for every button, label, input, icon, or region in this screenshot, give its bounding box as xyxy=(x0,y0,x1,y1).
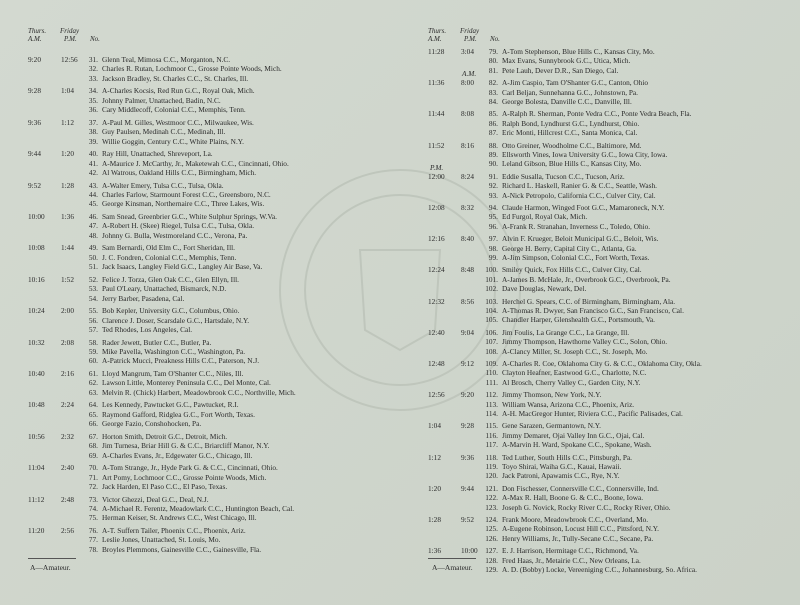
player-entry: A-Walter Emery, Tulsa C.C., Tulsa, Okla. xyxy=(102,180,224,190)
friday-time: 3:04 xyxy=(461,47,474,56)
player-number: 33. xyxy=(88,73,98,83)
player-number: 101. xyxy=(485,274,498,284)
player-entry: Leland Gibson, Blue Hills C., Kansas City, Mo. xyxy=(502,159,642,169)
player-number: 90. xyxy=(488,159,498,169)
player-entry: A-Charles Evans, Jr., Edgewater G.C., Chicago, Ill. xyxy=(102,450,253,460)
player-entry: A-Tom Stephenson, Blue Hills C., Kansas City, Mo. xyxy=(502,47,655,56)
thursday-time: 10:48 xyxy=(28,400,45,410)
player-entry: Gene Sarazen, Germantown, N.Y. xyxy=(502,421,601,431)
friday-time: 1:52 xyxy=(61,274,74,284)
player-entry: Eric Monti, Hillcrest C.C., Santa Monica, Cal. xyxy=(502,128,638,138)
player-entry: Lloyd Mangrum, Tam O'Shanter C.C., Niles, Ill. xyxy=(102,369,244,378)
player-number: 54. xyxy=(88,293,98,303)
thursday-header: Thurs. xyxy=(28,27,47,35)
player-entry: Ray Hill, Unattached, Shreveport, La. xyxy=(102,149,213,159)
thursday-time: 11:36 xyxy=(428,78,445,88)
player-number: 67. xyxy=(88,431,98,441)
player-number: 98. xyxy=(488,243,498,253)
player-entry: A-Jim Caspio, Tam O'Shanter G.C., Canton, Ohio xyxy=(502,78,648,88)
player-number: 50. xyxy=(88,252,98,262)
player-entry: A-Thomas R. Dwyer, San Francisco G.C., San Francisco, Cal. xyxy=(502,305,684,315)
player-entry: Jackson Bradley, St. Charles C.C., St. Charles, Ill. xyxy=(102,73,249,83)
thursday-time: 11:12 xyxy=(28,494,45,504)
player-number: 65. xyxy=(88,409,98,419)
thursday-time: 11:04 xyxy=(28,463,45,473)
player-entry: Jack Patroni, Apawamis C.C., Rye, N.Y. xyxy=(502,471,620,481)
footnote: A—Amateur. xyxy=(432,563,473,572)
player-number: 58. xyxy=(88,337,98,347)
player-entry: George Kinsman, Northernaire C.C., Three Lakes, Wis. xyxy=(102,199,265,209)
player-number: 77. xyxy=(88,535,98,545)
player-entry: Herchel G. Spears, C.C. of Birmingham, Birmingham, Ala. xyxy=(502,296,676,306)
player-entry: A-Paul M. Gilles, Westmoor C.C., Milwaukee, Wis. xyxy=(102,117,254,127)
player-number: 120. xyxy=(485,471,498,481)
player-number: 46. xyxy=(88,212,98,221)
player-entry: Don Fischesser, Connersville C.C., Connersville, Ind. xyxy=(502,483,659,493)
player-number: 49. xyxy=(88,243,98,253)
thursday-time: 10:00 xyxy=(28,212,45,221)
player-entry: Glenn Teal, Mimosa C.C., Morganton, N.C. xyxy=(102,55,231,64)
player-number: 40. xyxy=(88,149,98,159)
thursday-time: 10:16 xyxy=(28,274,45,284)
player-entry: A-Jim Simpson, Colonial C.C., Fort Worth, Texas. xyxy=(502,252,650,262)
friday-time: 2:08 xyxy=(61,337,74,347)
friday-time: 10:00 xyxy=(461,546,478,556)
player-entry: Jim Turnesa, Briar Hill G. & C.C., Briarcliff Manor, N.Y. xyxy=(102,441,270,451)
player-number: 84. xyxy=(488,96,498,106)
thursday-time: 9:36 xyxy=(28,117,41,127)
player-number: 117. xyxy=(485,440,498,450)
player-entry: A. D. (Bobby) Locke, Vereeniging C.C., Johannesburg, So. Africa. xyxy=(502,564,697,574)
player-number: 91. xyxy=(488,171,498,181)
player-number: 127. xyxy=(485,546,498,556)
player-entry: Joseph G. Novick, Rocky River C.C., Rocky River, Ohio. xyxy=(502,502,671,512)
player-number: 73. xyxy=(88,494,98,504)
player-entry: Henry Williams, Jr., Tully-Secane C.C., Secane, Pa. xyxy=(502,533,654,543)
friday-time: 2:48 xyxy=(61,494,74,504)
number-header: No. xyxy=(90,35,100,43)
thursday-time: 11:28 xyxy=(428,47,445,56)
thursday-time: 11:52 xyxy=(428,140,445,150)
player-entry: E. J. Harrison, Hermitage C.C., Richmond, Va. xyxy=(502,546,639,556)
friday-time: 8:00 xyxy=(461,78,474,88)
thursday-time: 12:16 xyxy=(428,234,445,244)
player-number: 116. xyxy=(485,430,498,440)
player-number: 80. xyxy=(488,56,498,66)
player-number: 74. xyxy=(88,503,98,513)
player-number: 45. xyxy=(88,199,98,209)
thursday-time: 10:32 xyxy=(28,337,45,347)
thursday-time: 1:36 xyxy=(428,546,441,556)
player-number: 52. xyxy=(88,274,98,284)
am-header: A.M. xyxy=(428,35,442,43)
thursday-time: 9:44 xyxy=(28,149,41,159)
thursday-time: 9:28 xyxy=(28,86,41,96)
player-entry: Smiley Quick, Fox Hills C.C., Culver City, Cal. xyxy=(502,265,642,275)
player-entry: Johnny G. Bulla, Westmoreland C.C., Verona, Pa. xyxy=(102,230,248,240)
friday-time: 9:28 xyxy=(461,421,474,431)
player-entry: Charles Farlow, Starmount Forest C.C., Greensboro, N.C. xyxy=(102,189,271,199)
thursday-time: 1:28 xyxy=(428,515,441,524)
thursday-time: 12:48 xyxy=(428,359,445,368)
thursday-time: 10:56 xyxy=(28,431,45,441)
player-number: 102. xyxy=(485,284,498,294)
player-number: 111. xyxy=(485,377,498,387)
player-number: 126. xyxy=(485,533,498,543)
friday-time: 8:32 xyxy=(461,203,474,212)
player-number: 56. xyxy=(88,315,98,325)
player-entry: Clayton Heafner, Eastwood G.C., Charlotte, N.C. xyxy=(502,368,647,378)
friday-time: 9:12 xyxy=(461,359,474,368)
player-number: 113. xyxy=(485,399,498,409)
player-entry: A-Patrick Mucci, Preakness Hills C.C., Paterson, N.J. xyxy=(102,356,260,366)
player-entry: Cary Middlecoff, Colonial C.C., Memphis, Tenn. xyxy=(102,105,246,115)
player-entry: A-Nick Petropolo, California C.C., Culver City, Cal. xyxy=(502,190,656,200)
player-entry: Eddie Susalla, Tucson C.C., Tucson, Ariz. xyxy=(502,171,625,181)
friday-time: 8:48 xyxy=(461,265,474,275)
player-entry: Carl Beljan, Sunnehanna G.C., Johnstown, Pa. xyxy=(502,87,638,97)
friday-time: 1:44 xyxy=(61,243,74,253)
friday-time: 8:08 xyxy=(461,109,474,119)
player-number: 63. xyxy=(88,387,98,397)
player-number: 70. xyxy=(88,463,98,473)
player-number: 124. xyxy=(485,515,498,524)
friday-time: 2:56 xyxy=(61,526,74,535)
player-number: 38. xyxy=(88,127,98,137)
player-number: 108. xyxy=(485,346,498,356)
player-entry: A-Clancy Miller, St. Joseph C.C., St. Joseph, Mo. xyxy=(502,346,648,356)
player-number: 85. xyxy=(488,109,498,119)
friday-header: Friday xyxy=(460,27,480,35)
player-number: 82. xyxy=(488,78,498,88)
player-entry: Max Evans, Sunnybrook G.C., Utica, Mich. xyxy=(502,56,631,66)
player-entry: A-James B. McHale, Jr., Overbrook G.C., Overbrook, Pa. xyxy=(502,274,671,284)
player-number: 99. xyxy=(488,252,498,262)
player-entry: Ed Furgol, Royal Oak, Mich. xyxy=(502,212,588,222)
player-entry: Sam Bernardi, Old Elm C., Fort Sheridan, Ill. xyxy=(102,243,235,253)
friday-time: 1:04 xyxy=(61,86,74,96)
player-entry: Claude Harmon, Winged Foot G.C., Mamaroneck, N.Y. xyxy=(502,203,665,212)
player-number: 83. xyxy=(488,87,498,97)
player-entry: Felice J. Torza, Glen Oak C.C., Glen Ellyn, Ill. xyxy=(102,274,239,284)
player-number: 81. xyxy=(488,65,498,75)
player-entry: Dave Douglas, Newark, Del. xyxy=(502,284,587,294)
player-number: 34. xyxy=(88,86,98,96)
thursday-time: 12:32 xyxy=(428,296,445,306)
player-entry: Bob Kepler, University G.C., Columbus, Ohio. xyxy=(102,306,240,316)
player-entry: Clarence J. Doser, Scarsdale G.C., Hartsdale, N.Y. xyxy=(102,315,250,325)
player-number: 96. xyxy=(488,221,498,231)
footnote: A—Amateur. xyxy=(30,563,71,572)
player-entry: Raymond Gafford, Ridglea G.C., Fort Worth, Texas. xyxy=(102,409,255,419)
player-number: 121. xyxy=(485,483,498,493)
player-entry: Alvin F. Krueger, Beloit Municipal G.C., Beloit, Wis. xyxy=(502,234,659,244)
friday-time: 1:36 xyxy=(61,212,74,221)
player-number: 89. xyxy=(488,149,498,159)
thursday-time: 12:24 xyxy=(428,265,445,275)
player-entry: Rader Jewett, Butler C.C., Butler, Pa. xyxy=(102,337,212,347)
player-number: 129. xyxy=(485,564,498,574)
friday-time: 2:32 xyxy=(61,431,74,441)
player-entry: Lawson Little, Monterey Peninsula C.C., Del Monte, Cal. xyxy=(102,378,271,388)
player-number: 41. xyxy=(88,158,98,168)
player-number: 112. xyxy=(485,390,498,400)
player-number: 68. xyxy=(88,441,98,451)
player-number: 75. xyxy=(88,513,98,523)
player-number: 43. xyxy=(88,180,98,190)
player-entry: A-Robert H. (Skee) Riegel, Tulsa C.C., Tulsa, Okla. xyxy=(102,221,255,231)
friday-time: 9:04 xyxy=(461,327,474,337)
thursday-time: 10:40 xyxy=(28,369,45,378)
player-number: 109. xyxy=(485,359,498,368)
player-entry: Jimmy Thomson, New York, N.Y. xyxy=(502,390,602,400)
player-entry: Jimmy Demaret, Ojai Valley Inn G.C., Ojai, Cal. xyxy=(502,430,645,440)
player-entry: Mike Pavella, Washington C.C., Washington, Pa. xyxy=(102,346,246,356)
player-number: 92. xyxy=(488,181,498,191)
player-number: 53. xyxy=(88,284,98,294)
player-entry: Sam Snead, Greenbrier G.C., White Sulphur Springs, W.Va. xyxy=(102,212,277,221)
player-entry: Ted Luther, South Hills C.C., Pittsburgh, Pa. xyxy=(502,452,633,462)
player-number: 119. xyxy=(485,461,498,471)
player-entry: A-H. MacGregor Hunter, Riviera C.C., Pacific Palisades, Cal. xyxy=(502,408,683,418)
player-entry: Jack Harden, El Paso C.C., El Paso, Texas. xyxy=(102,481,228,491)
player-number: 118. xyxy=(485,452,498,462)
player-number: 32. xyxy=(88,64,98,74)
friday-time: 8:24 xyxy=(461,171,474,181)
thursday-time: 12:00 xyxy=(428,171,445,181)
player-number: 78. xyxy=(88,544,98,554)
player-entry: George H. Berry, Capital City C., Atlanta, Ga. xyxy=(502,243,637,253)
player-entry: Guy Paulsen, Medinah C.C., Medinah, Ill. xyxy=(102,127,226,137)
player-number: 71. xyxy=(88,472,98,482)
player-entry: Victor Ghezzi, Deal G.C., Deal, N.J. xyxy=(102,494,209,504)
number-header: No. xyxy=(490,35,500,43)
player-number: 94. xyxy=(488,203,498,212)
player-number: 86. xyxy=(488,118,498,128)
thursday-time: 1:12 xyxy=(428,452,441,462)
friday-time: 2:24 xyxy=(61,400,74,410)
player-number: 51. xyxy=(88,262,98,272)
friday-time: 9:20 xyxy=(461,390,474,400)
player-number: 57. xyxy=(88,324,98,334)
player-number: 55. xyxy=(88,306,98,316)
player-entry: Jerry Barber, Pasadena, Cal. xyxy=(102,293,185,303)
column-headers xyxy=(0,28,400,48)
player-number: 48. xyxy=(88,230,98,240)
player-entry: A-Michael R. Ferentz, Meadowlark C.C., Huntington Beach, Cal. xyxy=(102,503,295,513)
player-entry: Richard L. Haskell, Ranier G. & C.C., Seattle, Wash. xyxy=(502,181,657,191)
friday-time: 1:28 xyxy=(61,180,74,190)
friday-header: Friday xyxy=(60,27,80,35)
thursday-time: 11:20 xyxy=(28,526,45,535)
player-number: 107. xyxy=(485,337,498,347)
player-number: 105. xyxy=(485,315,498,325)
player-entry: A-Maurice J. McCarthy, Jr., Maketewah C.C., Cincinnati, Ohio. xyxy=(102,158,289,168)
player-number: 60. xyxy=(88,356,98,366)
player-number: 39. xyxy=(88,136,98,146)
player-number: 114. xyxy=(485,408,498,418)
player-number: 36. xyxy=(88,105,98,115)
player-number: 72. xyxy=(88,481,98,491)
player-number: 87. xyxy=(488,128,498,138)
thursday-time: 1:04 xyxy=(428,421,441,431)
player-number: 123. xyxy=(485,502,498,512)
player-entry: Chandler Harper, Glenshealth G.C., Portsmouth, Va. xyxy=(502,315,655,325)
player-entry: Johnny Palmer, Unattached, Badin, N.C. xyxy=(102,95,221,105)
player-number: 93. xyxy=(488,190,498,200)
friday-time: 2:00 xyxy=(61,306,74,316)
player-entry: Art Pomy, Lochmoor C.C., Grosse Pointe Woods, Mich. xyxy=(102,472,267,482)
friday-time: 9:44 xyxy=(461,483,474,493)
player-entry: A-Max R. Hall, Boone G. & C.C., Boone, Iowa. xyxy=(502,493,644,503)
player-number: 125. xyxy=(485,524,498,534)
player-entry: Otto Greiner, Woodholme C.C., Baltimore, Md. xyxy=(502,140,642,150)
player-entry: Leslie Jones, Unattached, St. Louis, Mo. xyxy=(102,535,221,545)
player-entry: Jim Foulis, La Grange C.C., La Grange, Ill. xyxy=(502,327,630,337)
player-number: 62. xyxy=(88,378,98,388)
player-number: 35. xyxy=(88,95,98,105)
player-number: 110. xyxy=(485,368,498,378)
player-entry: George Bolesta, Danville C.C., Danville, Ill. xyxy=(502,96,632,106)
friday-time: 12:56 xyxy=(61,55,78,64)
player-entry: George Fazio, Conshohocken, Pa. xyxy=(102,419,202,429)
player-entry: A-Frank R. Stranahan, Inverness C., Toledo, Ohio. xyxy=(502,221,651,231)
player-number: 61. xyxy=(88,369,98,378)
player-entry: Ted Rhodes, Los Angeles, Cal. xyxy=(102,324,193,334)
player-entry: Les Kennedy, Pawtucket G.C., Pawtucket, R.I. xyxy=(102,400,239,410)
player-entry: A-Eugene Robinson, Locust Hill C.C., Pittsford, N.Y. xyxy=(502,524,659,534)
player-number: 59. xyxy=(88,346,98,356)
player-entry: Broyles Plemmons, Gainesville C.C., Gainesville, Fla. xyxy=(102,544,262,554)
player-entry: Al Brosch, Cherry Valley C., Garden City, N.Y. xyxy=(502,377,641,387)
friday-time: 1:20 xyxy=(61,149,74,159)
friday-time: 8:16 xyxy=(461,140,474,150)
player-entry: A-Ralph R. Sherman, Ponte Vedra C.C., Ponte Vedra Beach, Fla. xyxy=(502,109,692,119)
player-entry: Al Watrous, Oakland Hills C.C., Birmingham, Mich. xyxy=(102,167,257,177)
thursday-time: 12:40 xyxy=(428,327,445,337)
player-number: 115. xyxy=(485,421,498,431)
player-number: 88. xyxy=(488,140,498,150)
thursday-time: 9:52 xyxy=(28,180,41,190)
player-entry: Melvin R. (Chick) Harbert, Meadowbrook C.C., Northville, Mich. xyxy=(102,387,296,397)
player-entry: Toyo Shirai, Waiha G.C., Kauai, Hawaii. xyxy=(502,461,622,471)
player-entry: Fred Haas, Jr., Metairie C.C., New Orleans, La. xyxy=(502,555,641,565)
player-entry: A-T. Suffern Tailer, Phoenix C.C., Phoenix, Ariz. xyxy=(102,526,246,535)
player-number: 95. xyxy=(488,212,498,222)
footnote-rule xyxy=(28,558,76,559)
thursday-time: 12:56 xyxy=(428,390,445,400)
player-entry: Jimmy Thompson, Hawthorne Valley C.C., Solon, Ohio. xyxy=(502,337,668,347)
player-number: 42. xyxy=(88,167,98,177)
friday-time: 9:36 xyxy=(461,452,474,462)
player-entry: Ralph Bond, Lyndhurst G.C., Lyndhurst, Ohio. xyxy=(502,118,640,128)
player-entry: Paul O'Leary, Unattached, Bismarck, N.D. xyxy=(102,284,227,294)
player-number: 104. xyxy=(485,305,498,315)
pm-header: P.M. xyxy=(64,35,77,43)
player-number: 64. xyxy=(88,400,98,410)
thursday-header: Thurs. xyxy=(428,27,447,35)
player-number: 97. xyxy=(488,234,498,244)
friday-time: 9:52 xyxy=(461,515,474,524)
player-entry: Pete Lauh, Dever D.R., San Diego, Cal. xyxy=(502,65,619,75)
player-number: 66. xyxy=(88,419,98,429)
player-entry: Frank Moore, Meadowbrook C.C., Overland, Mo. xyxy=(502,515,649,524)
player-number: 79. xyxy=(488,47,498,56)
column-headers xyxy=(400,28,800,48)
player-number: 128. xyxy=(485,555,498,565)
player-entry: Jack Isaacs, Langley Field G.C., Langley Air Base, Va. xyxy=(102,262,263,272)
thursday-time: 10:08 xyxy=(28,243,45,253)
player-entry: Horton Smith, Detroit G.C., Detroit, Mich. xyxy=(102,431,228,441)
friday-time: 2:16 xyxy=(61,369,74,378)
thursday-time: 11:44 xyxy=(428,109,445,119)
player-number: 122. xyxy=(485,493,498,503)
thursday-time: 9:20 xyxy=(28,55,41,64)
friday-time: 1:12 xyxy=(61,117,74,127)
player-number: 37. xyxy=(88,117,98,127)
thursday-time: 12:08 xyxy=(428,203,445,212)
pm-header: P.M. xyxy=(464,35,477,43)
player-entry: J. C. Fondren, Colonial C.C., Memphis, Tenn. xyxy=(102,252,237,262)
footnote-rule xyxy=(428,558,476,559)
thursday-time: 10:24 xyxy=(28,306,45,316)
player-number: 47. xyxy=(88,221,98,231)
player-number: 69. xyxy=(88,450,98,460)
player-number: 106. xyxy=(485,327,498,337)
player-entry: Willie Goggin, Century C.C., White Plains, N.Y. xyxy=(102,136,244,146)
player-entry: Charles R. Rutan, Lochmoor C., Grosse Pointe Woods, Mich. xyxy=(102,64,282,74)
player-number: 103. xyxy=(485,296,498,306)
player-entry: A-Marvin H. Ward, Spokane C.C., Spokane, Wash. xyxy=(502,440,652,450)
friday-am-label: A.M. xyxy=(462,69,477,79)
friday-time: 2:40 xyxy=(61,463,74,473)
player-number: 31. xyxy=(88,55,98,64)
thursday-time: 1:20 xyxy=(428,483,441,493)
player-entry: Herman Keiser, St. Andrews C.C., West Chicago, Ill. xyxy=(102,513,257,523)
player-entry: A-Charles R. Coe, Oklahoma City G. & C.C., Oklahoma City, Okla. xyxy=(502,359,702,368)
am-header: A.M. xyxy=(28,35,42,43)
friday-time: 8:40 xyxy=(461,234,474,244)
player-number: 100. xyxy=(485,265,498,275)
friday-time: 8:56 xyxy=(461,296,474,306)
player-entry: A-Tom Strange, Jr., Hyde Park G. & C.C., Cincinnati, Ohio. xyxy=(102,463,278,473)
player-entry: Ellsworth Vines, Iowa University G.C., Iowa City, Iowa. xyxy=(502,149,668,159)
player-entry: A-Charles Kocsis, Red Run G.C., Royal Oak, Mich. xyxy=(102,86,255,96)
player-number: 76. xyxy=(88,526,98,535)
player-entry: William Wansa, Arizona C.C., Phoenix, Ariz. xyxy=(502,399,635,409)
thursday-pm-label: P.M. xyxy=(430,162,444,172)
player-number: 44. xyxy=(88,189,98,199)
